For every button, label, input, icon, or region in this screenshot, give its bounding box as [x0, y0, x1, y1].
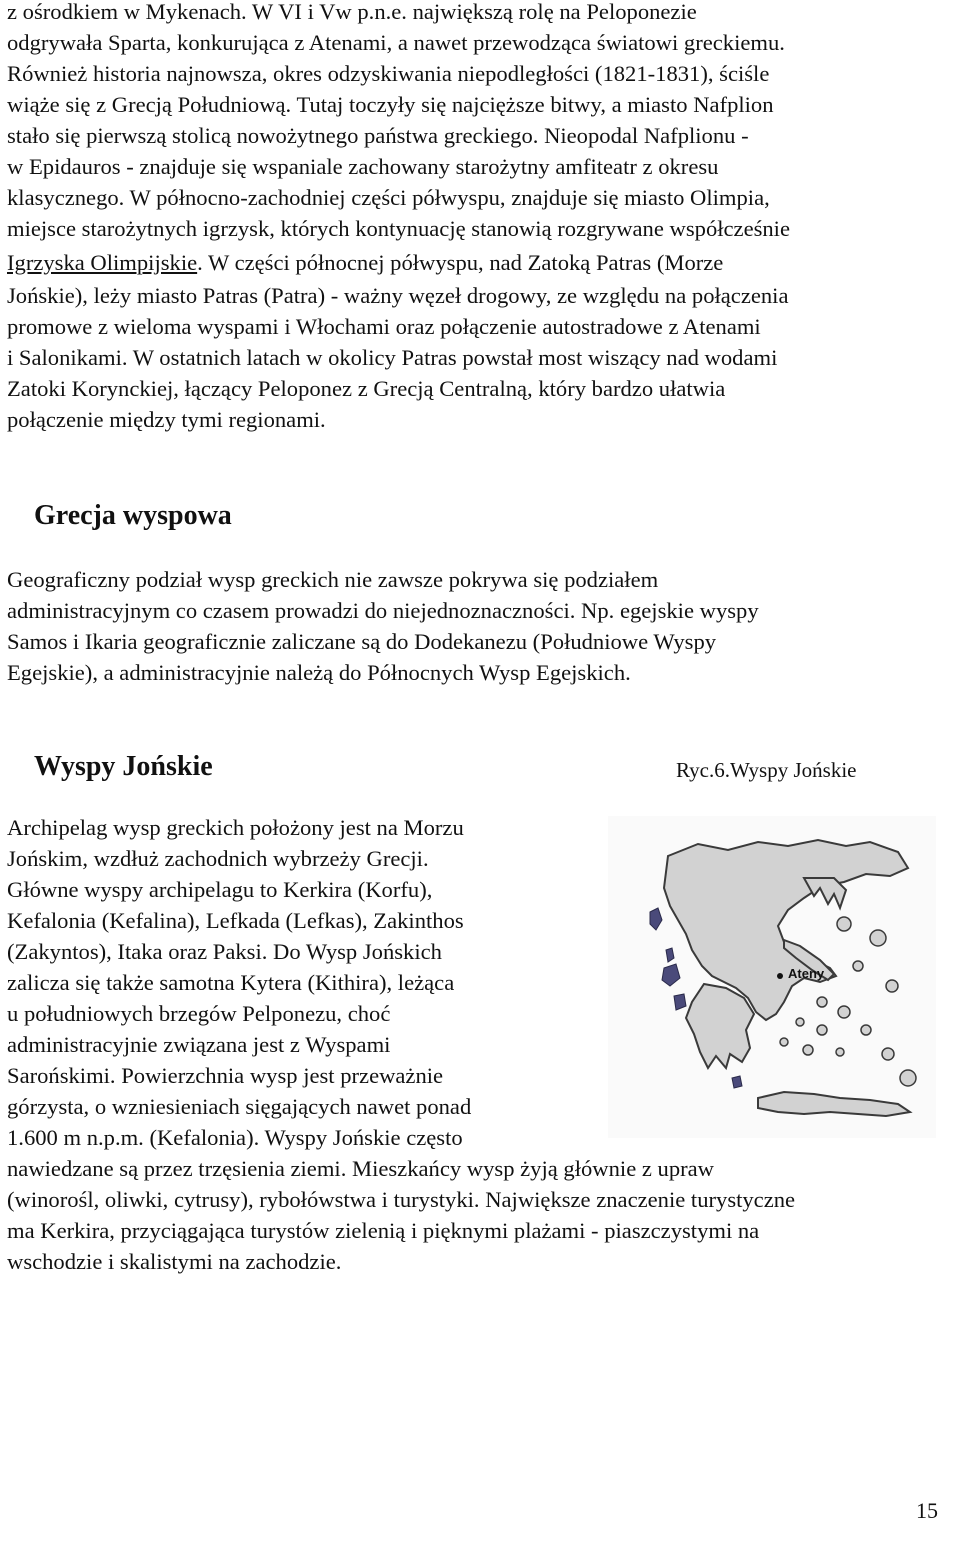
island-shape — [837, 917, 851, 931]
text-line: i Salonikami. W ostatnich latach w okolicy Patras powstał most wiszący nad wodami — [7, 345, 778, 370]
text-line: wschodzie i skalistymi na zachodzie. — [7, 1249, 342, 1274]
island-shape — [836, 1048, 844, 1056]
island-shape — [870, 930, 886, 946]
text-line: Kefalonia (Kefalina), Lefkada (Lefkas), Zakinthos — [7, 908, 464, 933]
island-shape — [861, 1025, 871, 1035]
text-line: klasycznego. W północno-zachodniej części półwyspu, znajduje się miasto Olimpia, — [7, 185, 770, 210]
text-fragment: . W części północnej półwyspu, nad Zatoką Patras (Morze — [197, 250, 724, 275]
text-line: Samos i Ikaria geograficznie zaliczane są do Dodekanezu (Południowe Wyspy — [7, 629, 717, 654]
text-line: administracyjnym co czasem prowadzi do niejednoznaczności. Np. egejskie wyspy — [7, 598, 759, 623]
text-line: Jońskie), leży miasto Patras (Patra) - ważny węzeł drogowy, ze względu na połączenia — [7, 283, 789, 308]
athens-marker — [777, 973, 783, 979]
island-shape — [853, 961, 863, 971]
text-line: Archipelag wysp greckich położony jest na Morzu — [7, 815, 464, 840]
island-shape — [803, 1045, 813, 1055]
text-line: Geograficzny podział wysp greckich nie zawsze pokrywa się podziałem — [7, 567, 659, 592]
text-line: Egejskie), a administracyjnie należą do Północnych Wysp Egejskich. — [7, 660, 631, 685]
text-line: wiąże się z Grecją Południową. Tutaj toczyły się najcięższe bitwy, a miasto Nafplion — [7, 92, 774, 117]
island-shape — [882, 1048, 894, 1060]
text-line: Jońskim, wzdłuż zachodnich wybrzeży Grecji. — [7, 846, 429, 871]
text-line: Sarońskimi. Powierzchnia wysp jest przeważnie — [7, 1063, 444, 1088]
page-number: 15 — [916, 1498, 938, 1523]
island-shape — [780, 1038, 788, 1046]
text-line: Również historia najnowsza, okres odzyskiwania niepodległości (1821-1831), ściśle — [7, 61, 770, 86]
island-shape — [886, 980, 898, 992]
text-line: stało się pierwszą stolicą nowożytnego państwa greckiego. Nieopodal Nafplionu - — [7, 123, 749, 148]
text-line: nawiedzane są przez trzęsienia ziemi. Mieszkańcy wysp żyją głównie z upraw — [7, 1156, 715, 1181]
text-line: (winorośl, oliwki, cytrusy), rybołówstwa i turystyki. Największe znaczenie turystyczne — [7, 1187, 796, 1212]
text-line: zalicza się także samotna Kytera (Kithira), leżąca — [7, 970, 455, 995]
island-shape — [817, 997, 827, 1007]
map-label-athens: Ateny — [788, 966, 825, 981]
text-line: administracyjnie związana jest z Wyspami — [7, 1032, 391, 1057]
text-line: Główne wyspy archipelagu to Kerkira (Korfu), — [7, 877, 433, 902]
text-line: odgrywała Sparta, konkurująca z Atenami, a nawet przewodząca światowi greckiemu. — [7, 30, 785, 55]
figure-caption: Ryc.6.Wyspy Jońskie — [676, 758, 857, 782]
text-line: z ośrodkiem w Mykenach. W VI i Vw p.n.e. największą rolę na Peloponezie — [7, 0, 697, 24]
kythira-island-shape — [732, 1076, 742, 1088]
text-line: górzysta, o wzniesieniach sięgających nawet ponad — [7, 1094, 472, 1119]
text-line — [7, 247, 723, 278]
section-heading-ionian-islands: Wyspy Jońskie — [34, 751, 213, 782]
greece-map-figure — [608, 816, 936, 1138]
text-line: w Epidauros - znajduje się wspaniale zachowany starożytny amfiteatr z okresu — [7, 154, 719, 179]
olympic-games-link[interactable]: Igrzyska Olimpijskie — [7, 250, 198, 275]
text-line: Zatoki Korynckiej, łączący Peloponez z Grecją Centralną, który bardzo ułatwia — [7, 376, 726, 401]
text-line: ma Kerkira, przyciągająca turystów zielenią i pięknymi plażami - piaszczystymi na — [7, 1218, 760, 1243]
island-shape — [900, 1070, 916, 1086]
text-line: (Zakyntos), Itaka oraz Paksi. Do Wysp Jońskich — [7, 939, 442, 964]
text-line: promowe z wieloma wyspami i Włochami oraz połączenie autostradowe z Atenami — [7, 314, 761, 339]
text-line: 1.600 m n.p.m. (Kefalonia). Wyspy Jońskie często — [7, 1125, 463, 1150]
island-shape — [796, 1018, 804, 1026]
text-line: miejsce starożytnych igrzysk, których kontynuację stanowią rozgrywane współcześnie — [7, 216, 790, 241]
text-line: u południowych brzegów Pelponezu, choć — [7, 1001, 391, 1026]
island-shape — [817, 1025, 827, 1035]
section-heading-island-greece: Grecja wyspowa — [34, 500, 232, 531]
island-shape — [838, 1006, 850, 1018]
text-line: połączenie między tymi regionami. — [7, 407, 326, 432]
